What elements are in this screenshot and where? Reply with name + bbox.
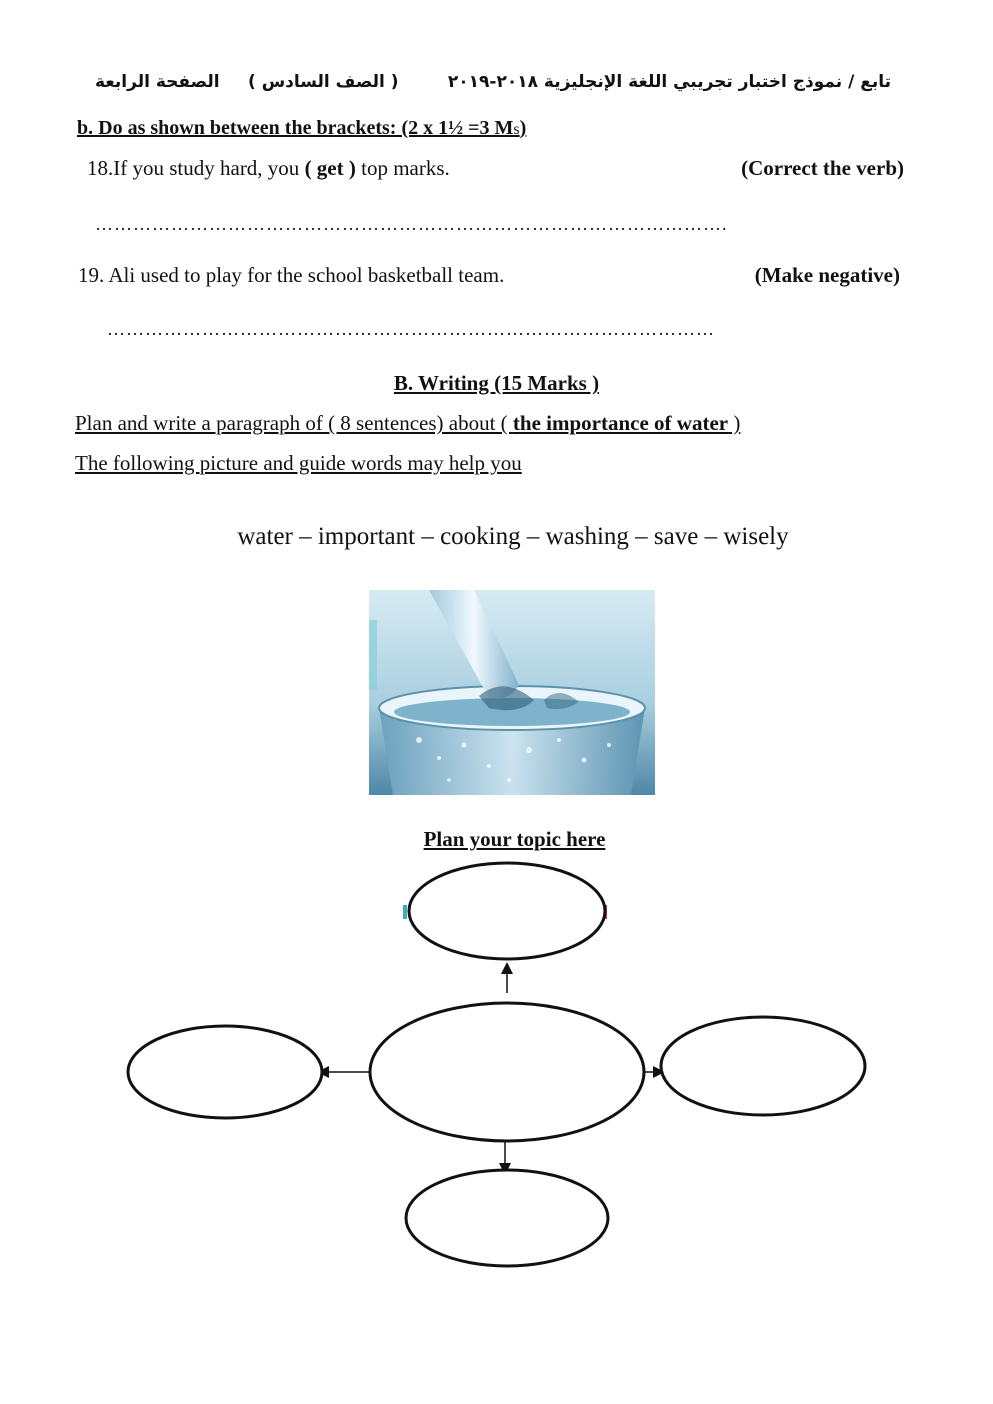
header-grade: ( الصف السادس ) [248, 72, 399, 92]
guide-words: water – important – cooking – washing – save – wisely [237, 523, 789, 550]
question-18-instruction: (Correct the verb) [741, 156, 904, 180]
writing-prompt-before: Plan and write a paragraph of ( 8 sentences) about ( [75, 411, 513, 435]
answer-line-19[interactable]: …………………………………………………………………………………… [107, 319, 715, 339]
question-bracketed-verb: ( get ) [304, 156, 356, 180]
mind-map-top-bubble[interactable] [409, 863, 605, 959]
writing-help-line: The following picture and guide words may help you [75, 451, 522, 475]
plan-topic-title: Plan your topic here [423, 827, 606, 851]
writing-section-title: B. Writing (15 Marks ) [393, 371, 600, 395]
question-18 [87, 156, 450, 181]
question-text-before: If you study hard, you [113, 156, 305, 180]
section-b-title-text: b. Do as shown between the brackets: (2 x 1½ =3 M [77, 117, 514, 139]
question-text: Ali used to play for the school basketball team. [104, 263, 505, 287]
question-number: 18. [87, 156, 114, 180]
mind-map-right-bubble[interactable] [661, 1017, 865, 1115]
writing-topic: the importance of water [512, 411, 729, 435]
mind-map-left-bubble[interactable] [128, 1026, 322, 1118]
header-exam-title: تابع / نموذج اختبار تجريبي اللغة الإنجليزية ٢٠١٨-٢٠١٩ [447, 72, 891, 92]
writing-prompt-after: ) [728, 411, 741, 435]
answer-line-18[interactable]: ………………………………………………………………………………………. [95, 214, 728, 234]
mind-map-diagram [120, 860, 880, 1280]
writing-prompt [75, 411, 740, 436]
section-b-title [77, 117, 526, 140]
header-page-number: الصفحة الرابعة [95, 72, 220, 92]
question-19 [78, 263, 504, 288]
question-number: 19. [78, 263, 105, 287]
section-b-title-suffix: s [513, 121, 520, 138]
mind-map-center-bubble[interactable] [370, 1003, 644, 1141]
mind-map-bottom-bubble[interactable] [406, 1170, 608, 1266]
glass-of-water-image [369, 590, 655, 795]
question-19-instruction: (Make negative) [754, 263, 900, 287]
question-text-after: top marks. [355, 156, 450, 180]
section-b-title-close: ) [519, 117, 527, 139]
